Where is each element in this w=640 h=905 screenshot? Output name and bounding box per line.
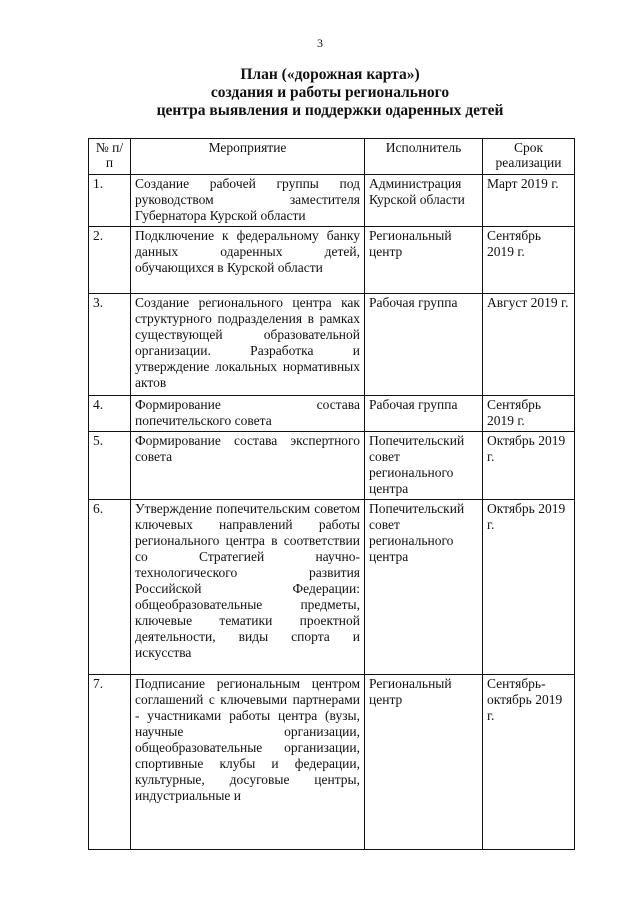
header-deadline: Срок реализации — [483, 139, 575, 175]
row-deadline: Сентябрь 2019 г. — [483, 396, 575, 432]
document-title — [60, 66, 600, 120]
row-executor: Рабочая группа — [365, 294, 483, 396]
table-row — [89, 227, 575, 294]
page-number: 3 — [317, 36, 323, 50]
row-num: 7. — [89, 675, 131, 850]
row-executor: Администрация Курской области — [365, 175, 483, 227]
row-event: Создание регионального центра как структурного подразделения в рамках существующей образовательной организации. Разработка и утверждение локальных нормативных актов — [131, 294, 365, 396]
row-deadline: Март 2019 г. — [483, 175, 575, 227]
row-deadline: Август 2019 г. — [483, 294, 575, 396]
table-row — [89, 500, 575, 675]
header-executor: Исполнитель — [365, 139, 483, 175]
row-deadline: Октябрь 2019 г. — [483, 500, 575, 675]
header-event: Мероприятие — [131, 139, 365, 175]
roadmap-table — [88, 138, 575, 850]
row-event: Формирование состава попечительского совета — [131, 396, 365, 432]
table-row — [89, 175, 575, 227]
row-num: 1. — [89, 175, 131, 227]
table-row — [89, 294, 575, 396]
table-row — [89, 396, 575, 432]
row-deadline: Сентябрь 2019 г. — [483, 227, 575, 294]
row-event: Подключение к федеральному банку данных одаренных детей, обучающихся в Курской области — [131, 227, 365, 294]
row-executor: Попечительский совет регионального центра — [365, 500, 483, 675]
row-event: Формирование состава экспертного совета — [131, 432, 365, 500]
row-executor: Региональный центр — [365, 227, 483, 294]
table-row — [89, 675, 575, 850]
row-event: Создание рабочей группы под руководством заместителя Губернатора Курской области — [131, 175, 365, 227]
row-executor: Региональный центр — [365, 675, 483, 850]
row-num: 5. — [89, 432, 131, 500]
row-num: 6. — [89, 500, 131, 675]
table-header-row — [89, 139, 575, 175]
table-row — [89, 432, 575, 500]
row-executor: Рабочая группа — [365, 396, 483, 432]
title-line-1: План («дорожная карта») — [240, 66, 420, 83]
title-line-2: создания и работы регионального — [210, 84, 450, 101]
row-num: 3. — [89, 294, 131, 396]
title-line-3: центра выявления и поддержки одаренных детей — [156, 102, 504, 119]
row-num: 2. — [89, 227, 131, 294]
header-num: № п/п — [89, 139, 131, 175]
row-num: 4. — [89, 396, 131, 432]
row-deadline: Октябрь 2019 г. — [483, 432, 575, 500]
row-event: Подписание региональным центром соглашений с ключевыми партнерами - участниками работы центра (вузы, научные организации, общеобразовательные организации, спортивные клубы и федерации, культурные, досуговые центры, индустриальные и — [131, 675, 365, 850]
row-deadline: Сентябрь-октябрь 2019 г. — [483, 675, 575, 850]
row-event: Утверждение попечительским советом ключевых направлений работы регионального центра в соответствии со Стратегией научно-технологического развития Российской Федерации: общеобразовательные предметы, ключевые тематики проектной деятельности, виды спорта и искусства — [131, 500, 365, 675]
row-executor: Попечительский совет регионального центра — [365, 432, 483, 500]
